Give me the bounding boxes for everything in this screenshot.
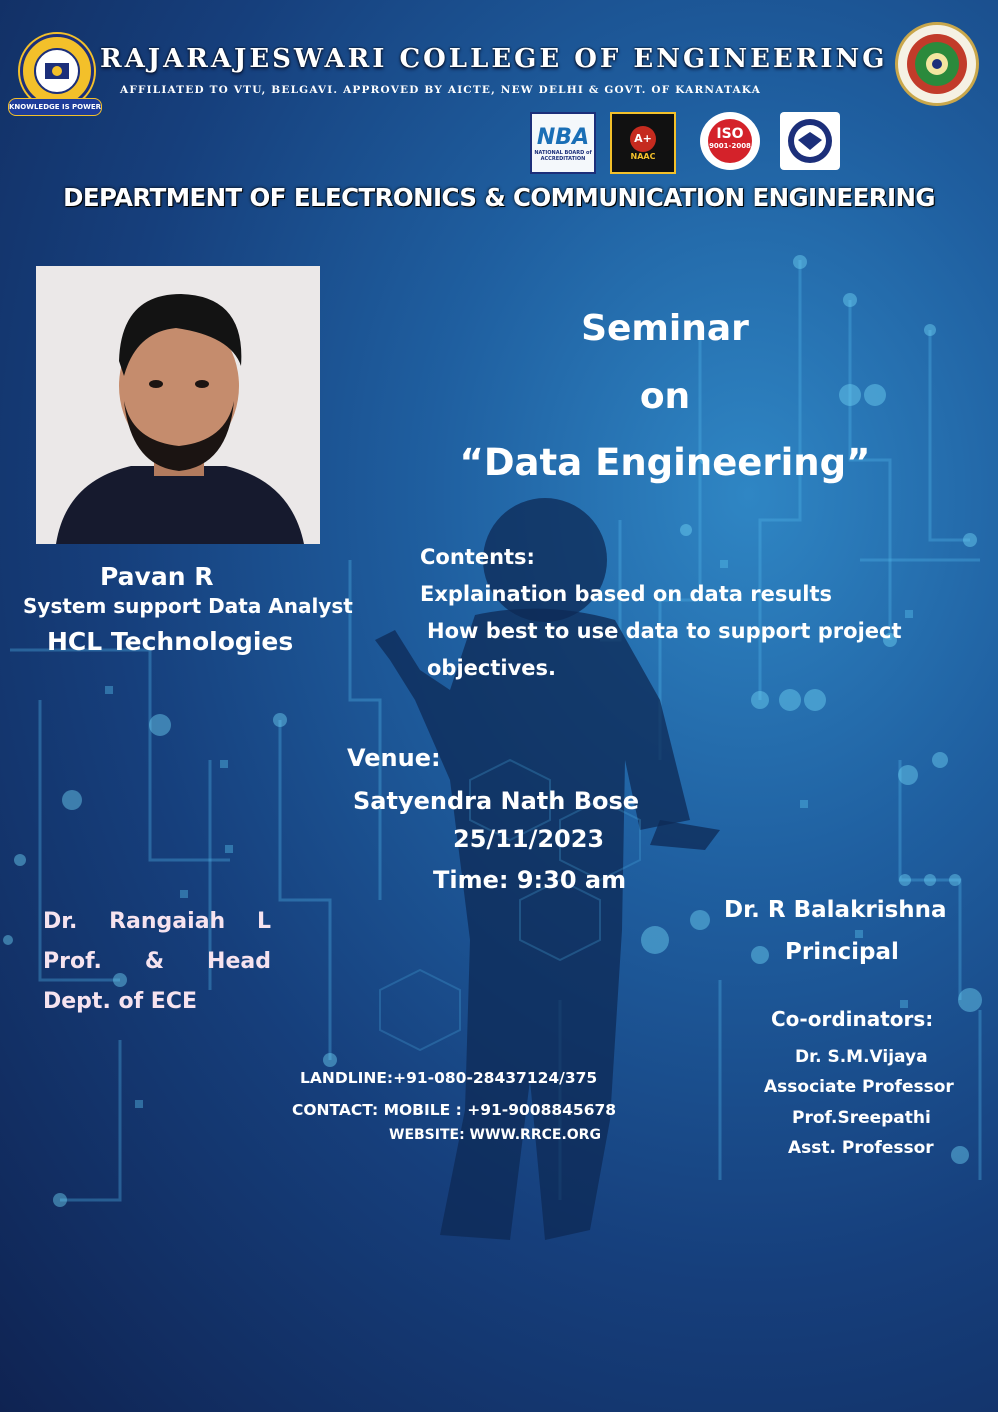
principal-name: Dr. R Balakrishna — [724, 897, 947, 923]
contact-landline: LANDLINE:+91-080-28437124/375 — [300, 1069, 598, 1087]
college-logo-left — [20, 34, 94, 108]
hod-title — [43, 949, 271, 974]
eagle-seal-icon — [785, 116, 835, 166]
coordinator-1-title: Associate Professor — [764, 1077, 954, 1097]
department-title: DEPARTMENT OF ELECTRONICS & COMMUNICATION ENGINEERING — [63, 183, 935, 212]
seminar-topic: “Data Engineering” — [459, 441, 871, 484]
coordinator-2-title: Asst. Professor — [788, 1138, 934, 1158]
principal-title: Principal — [785, 939, 899, 965]
college-affiliation: AFFILIATED TO VTU, BELGAVI. APPROVED BY AICTE, NEW DELHI & GOVT. OF KARNATAKA — [120, 84, 762, 96]
naac-label: NAAC — [630, 151, 656, 161]
speaker-photo — [36, 266, 320, 544]
hod-name-part-1: Dr. — [43, 909, 78, 934]
hod-title-part-3: Head — [207, 949, 271, 974]
speaker-role: System support Data Analyst — [23, 594, 353, 618]
venue-place: Satyendra Nath Bose — [353, 787, 640, 815]
university-seal-icon — [898, 25, 976, 103]
naac-badge — [610, 112, 676, 174]
hod-name-part-2: Rangaiah — [109, 909, 226, 934]
contact-website: WEBSITE: WWW.RRCE.ORG — [389, 1127, 601, 1143]
venue-time: Time: 9:30 am — [433, 866, 627, 894]
hod-name-part-3: L — [256, 909, 271, 934]
hod-title-part-2: & — [144, 949, 165, 974]
seminar-title: Seminar — [581, 308, 749, 349]
contents-heading: Contents: — [420, 545, 535, 569]
speaker-portrait-icon — [36, 266, 320, 544]
contents-item-2-line-2: objectives. — [427, 656, 556, 680]
hod-title-part-1: Prof. — [43, 949, 102, 974]
iso-badge-label: ISO — [708, 119, 752, 163]
naac-grade: A+ — [630, 126, 656, 152]
coordinator-1-name: Dr. S.M.Vijaya — [795, 1047, 928, 1067]
venue-date: 25/11/2023 — [453, 825, 605, 853]
coordinators-heading: Co-ordinators: — [771, 1007, 934, 1031]
contents-item-1: Explaination based on data results — [420, 582, 833, 606]
contact-mobile: CONTACT: MOBILE : +91-9008845678 — [292, 1101, 617, 1119]
speaker-company: HCL Technologies — [47, 627, 294, 656]
venue-heading: Venue: — [347, 744, 441, 772]
coordinator-2-name: Prof.Sreepathi — [792, 1108, 931, 1128]
nba-badge-caption: NATIONAL BOARD of ACCREDITATION — [534, 149, 592, 162]
hod-dept: Dept. of ECE — [43, 989, 198, 1014]
iso-badge — [700, 112, 760, 170]
gear-emblem-icon — [23, 37, 91, 105]
nba-badge — [530, 112, 596, 174]
iso-badge-number: 9001-2008 — [709, 142, 751, 150]
college-motto-ribbon: KNOWLEDGE IS POWER — [8, 98, 102, 116]
seminar-on: on — [639, 376, 691, 417]
vtu-emblem — [895, 22, 979, 106]
college-name: RAJARAJESWARI COLLEGE OF ENGINEERING — [100, 44, 888, 74]
nba-badge-label: NBA — [536, 124, 590, 150]
accreditation-seal-badge — [780, 112, 840, 170]
contents-item-2-line-1: How best to use data to support project — [427, 619, 902, 643]
speaker-name: Pavan R — [100, 562, 214, 591]
hod-name — [43, 909, 271, 934]
